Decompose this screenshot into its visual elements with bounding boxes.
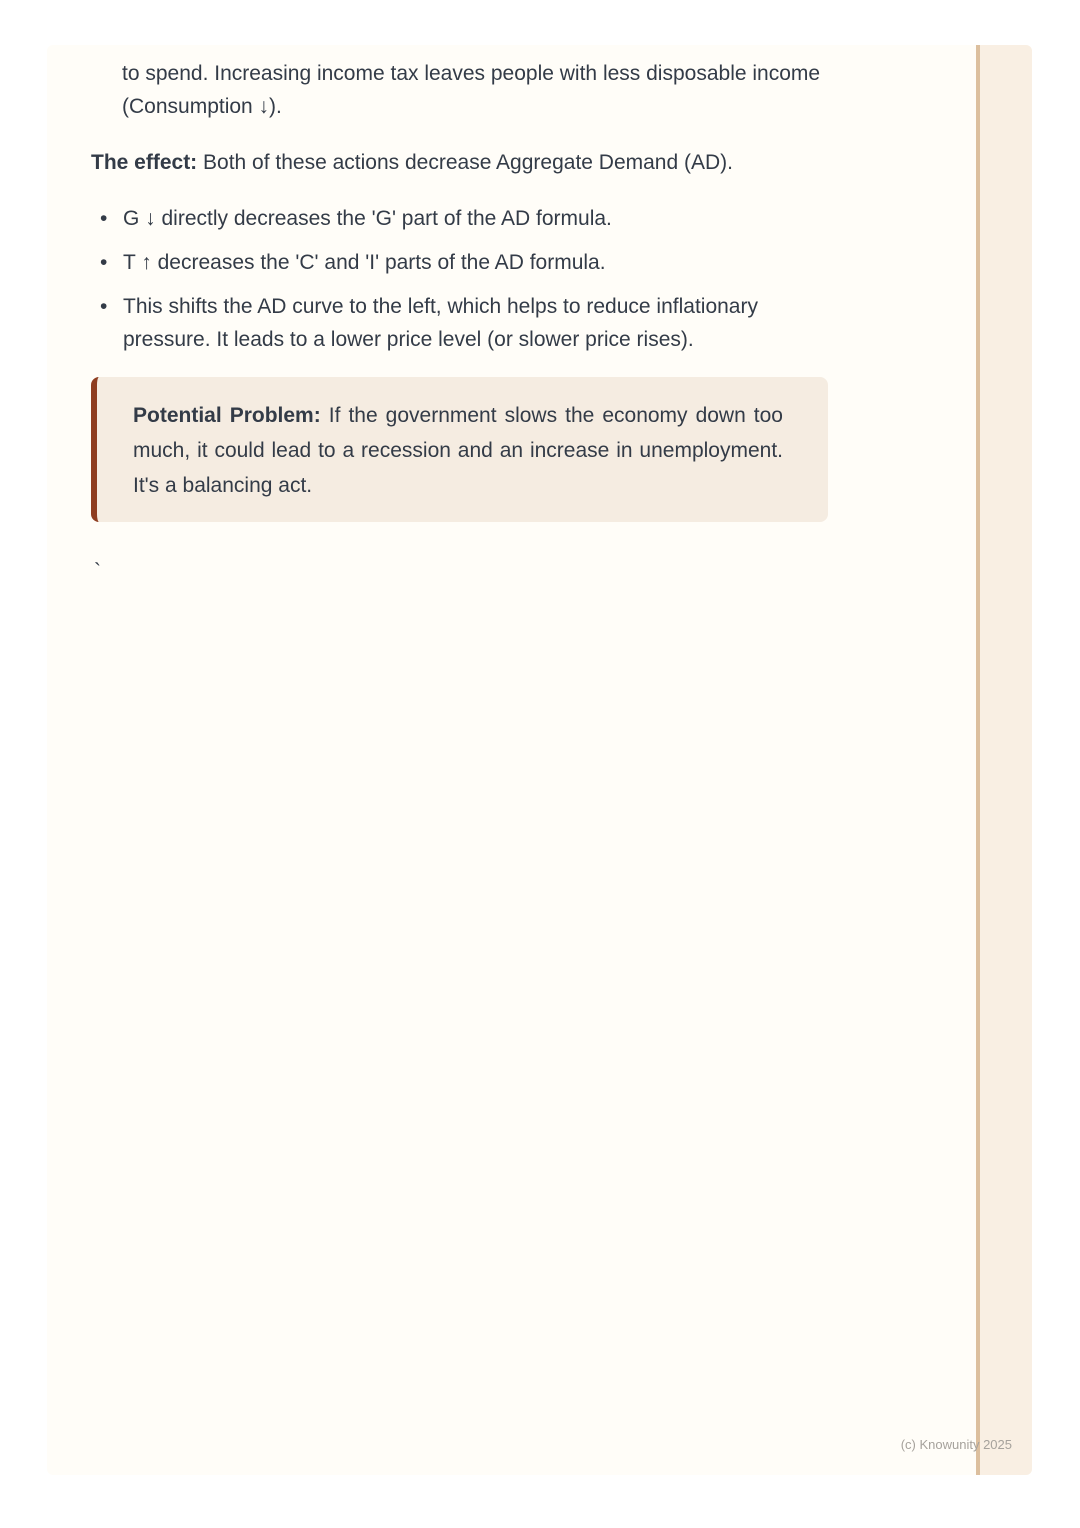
page-right-margin-strip (980, 45, 1032, 1475)
bullet-icon: • (100, 207, 108, 230)
list-item (91, 202, 828, 235)
callout-box (91, 377, 828, 522)
bullet-list (91, 202, 828, 356)
page-content (91, 45, 828, 588)
copyright-notice: (c) Knowunity 2025 (900, 1437, 1012, 1452)
list-item (91, 290, 828, 356)
bullet-icon: • (100, 295, 108, 318)
callout-label: Potential Problem: (133, 404, 321, 427)
intro-paragraph: to spend. Increasing income tax leaves people with less disposable income (Consumption ↓). (122, 62, 821, 118)
effect-label: The effect: (91, 151, 198, 174)
list-item-text: G ↓ directly decreases the 'G' part of the AD formula. (123, 207, 612, 230)
document-page (47, 45, 1032, 1475)
effect-text: Both of these actions decrease Aggregate Demand (AD). (197, 151, 733, 174)
bullet-icon: • (100, 251, 108, 274)
effect-paragraph (91, 146, 828, 179)
list-item-text: This shifts the AD curve to the left, which helps to reduce inflationary pressure. It leads to a lower price level (or slower price rises). (123, 295, 758, 351)
list-item-text: T ↑ decreases the 'C' and 'I' parts of the AD formula. (123, 251, 606, 274)
stray-backtick-character: ` (94, 560, 101, 583)
list-item (91, 246, 828, 279)
page-right-margin-line (976, 45, 980, 1475)
callout-text: If the government slows the economy down too much, it could lead to a recession and an increase in unemployment. It's a balancing act. (133, 404, 783, 497)
